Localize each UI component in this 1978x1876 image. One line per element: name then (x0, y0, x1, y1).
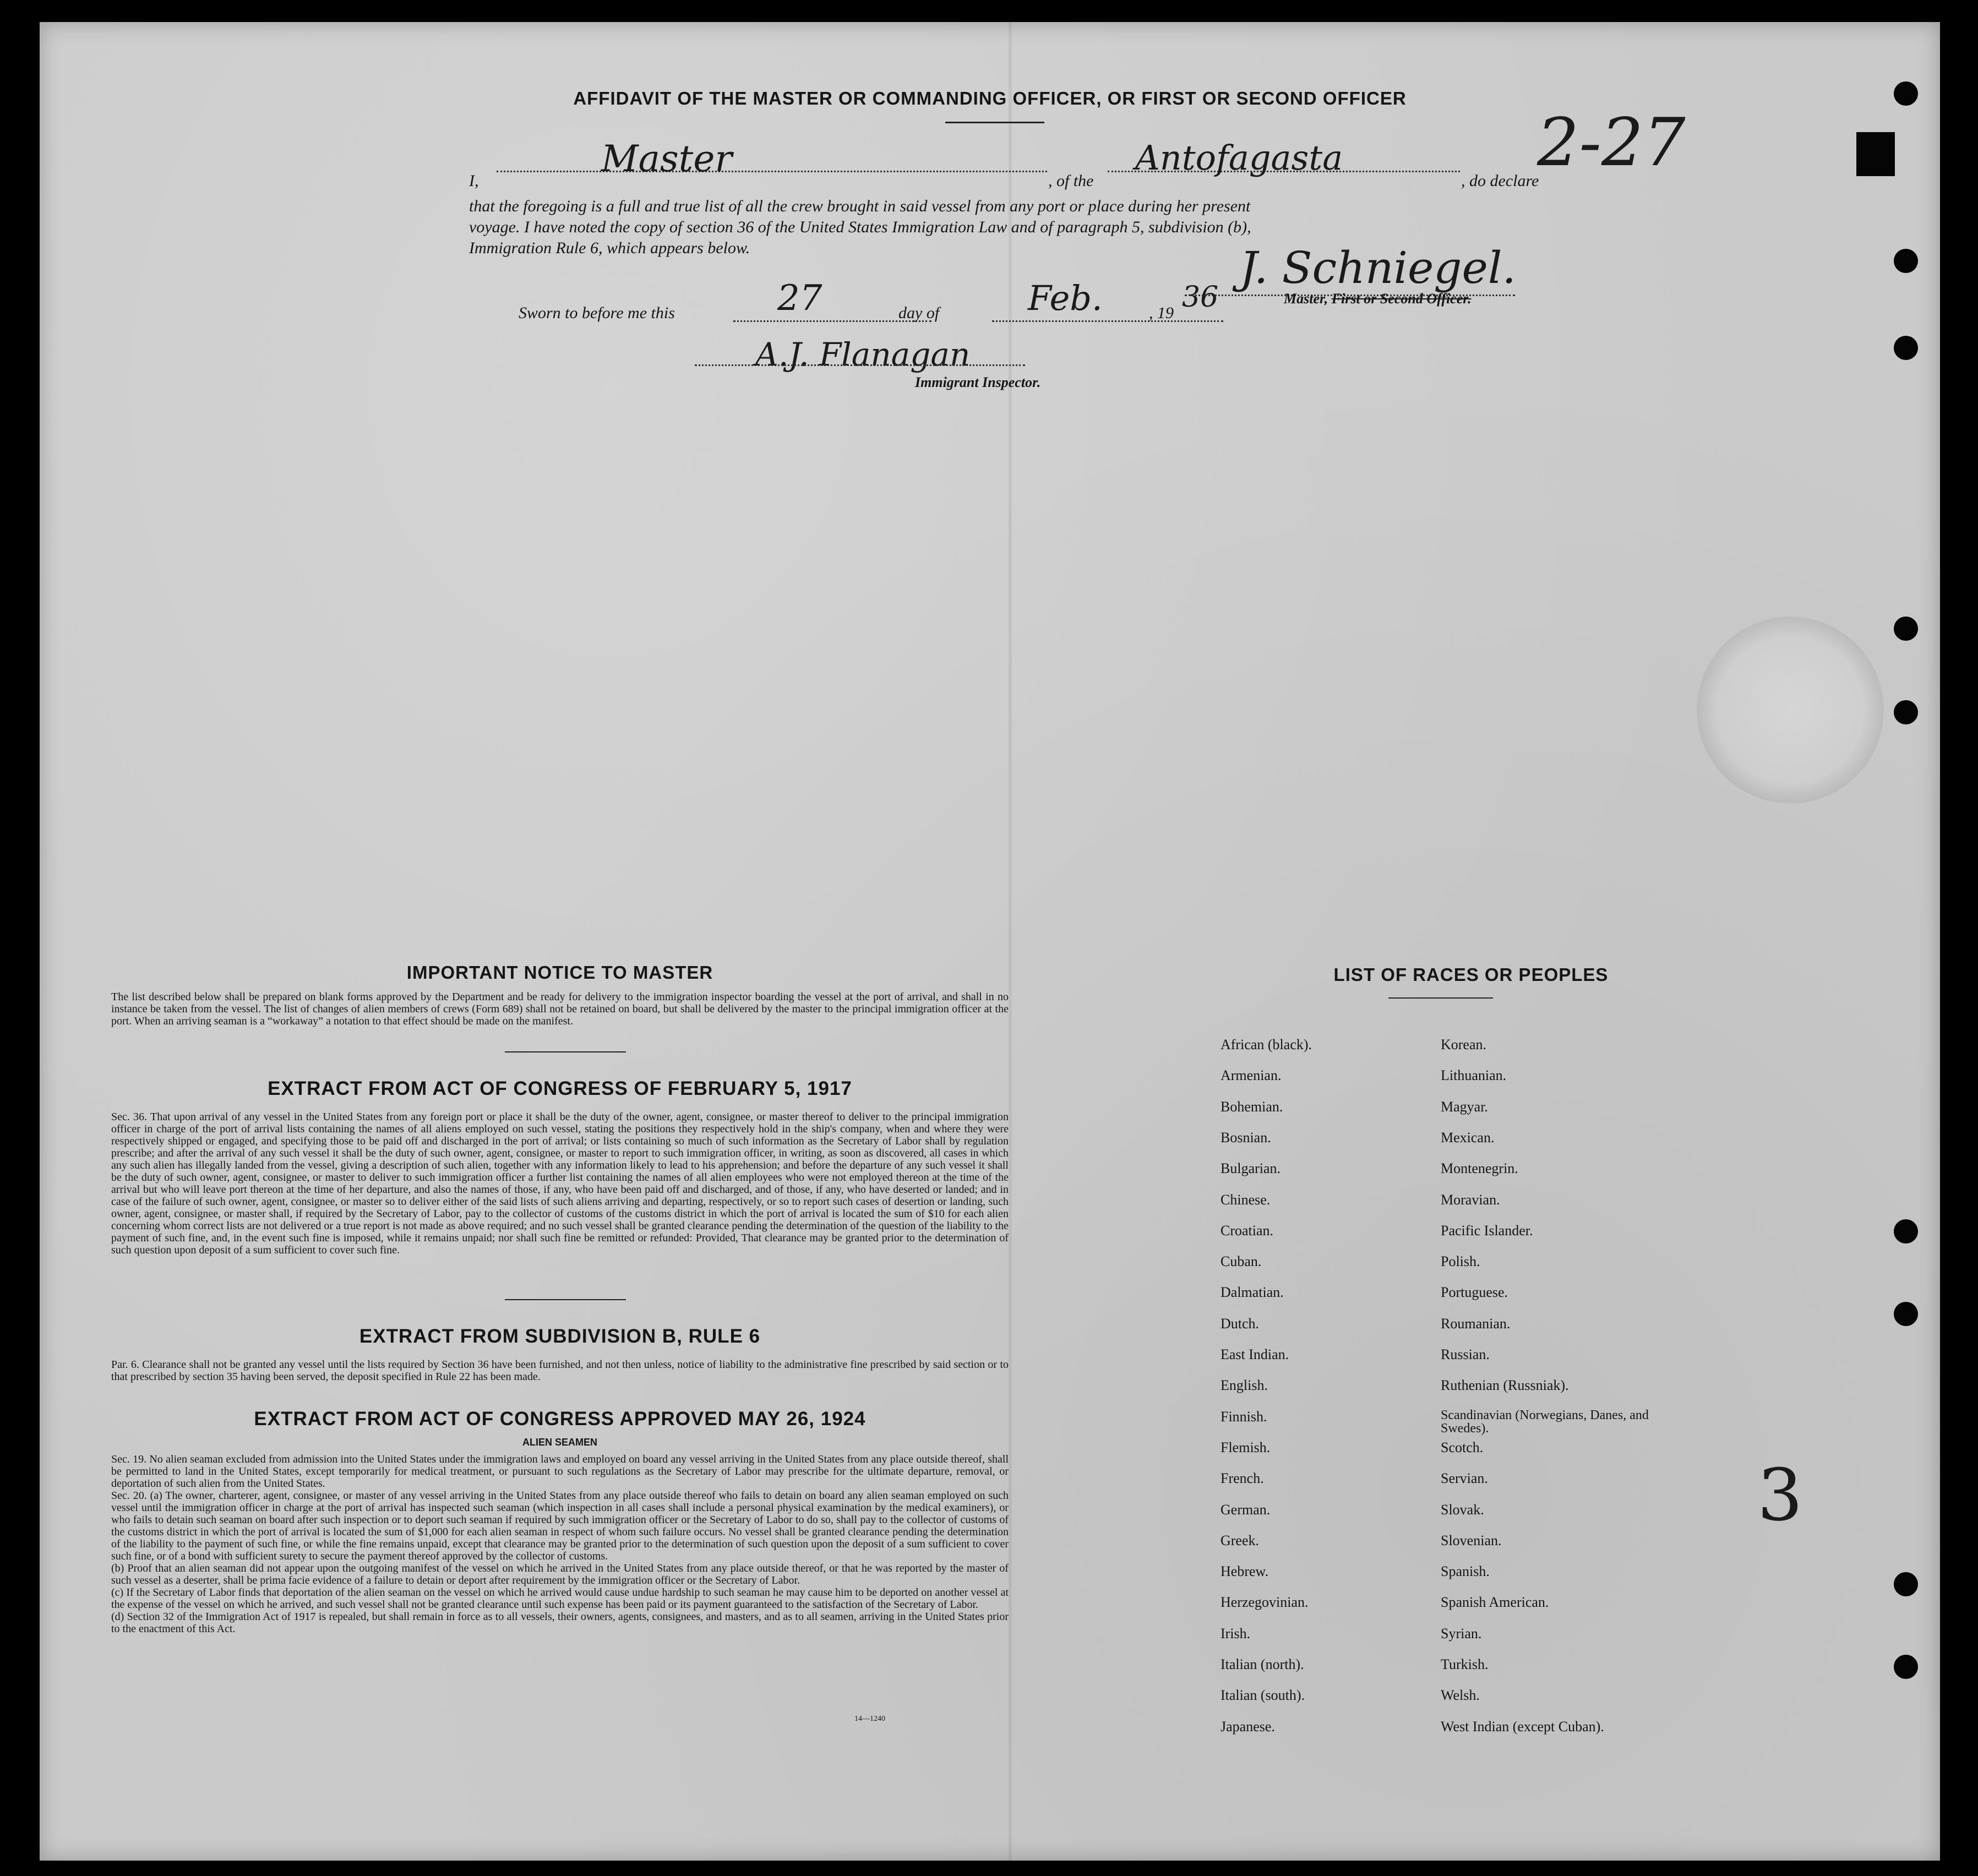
handwritten-vessel: Antofagasta (1135, 138, 1343, 178)
race-item: Scandinavian (Norwegians, Danes, and Swedes). (1441, 1408, 1649, 1436)
race-item: Dutch. (1220, 1315, 1260, 1332)
race-item: Bulgarian. (1220, 1160, 1281, 1177)
handwritten-day: 27 (777, 278, 822, 319)
race-item: Montenegrin. (1441, 1160, 1518, 1177)
race-item: Spanish. (1441, 1563, 1490, 1580)
master-signature: J. Schniegel. (1240, 242, 1516, 293)
year-prefix: , 19 (1149, 304, 1174, 322)
race-item: Dalmatian. (1220, 1284, 1284, 1301)
extract-1917-body: Sec. 36. That upon arrival of any vessel in the United States from any foreign port or place it shall be the duty of the owner, agent, consignee, or master thereof to deliver to the principal immigration officer in charge of the port of arrival lists containing the names of all aliens employed on such vessel, stating the positions they respectively hold in the ship's company, when and where they were respectively shipped or engaged, and specifying those to be paid off and discharged in the port of arrival; or lists containing so much of such information as the Secretary of Labor shall by regulation prescribe; and after the arrival of any such vessel it shall be the duty of such owner, agent, consignee, or master to report to such immigration officer, in writing, as soon as discovered, all cases in which any such alien has illegally landed from the vessel, giving a description of such alien, together with any information likely to lead to his apprehension; and before the departure of any such vessel it shall be the duty of such owner, agent, consignee, or master to deliver to such immigration officer a further list containing the names of all alien employees who were not employed thereon at the time of the arrival but who will leave port thereon at the time of her departure, and also the names of those, if any, who have been paid off and discharged, and of those, if any, who have deserted or landed; and in case of the failure of such owner, agent, consignee, or master so to deliver either of the said lists of such aliens arriving and departing, respectively, or so to report such cases of desertion or landing, such owner, agent, consignee, or master shall, if required by the Secretary of Labor, pay to the collector of customs of the customs district in which the port of arrival is located the sum of $10 for each alien concerning whom correct lists are not delivered or a true report is not made as above required; and no such vessel shall be granted clearance pending the determination of the question of the liability to the payment of such fine, and, in the event such fine is imposed, while it remains unpaid; nor shall such fine be remitted or refunded: Provided, That clearance may be granted prior to the determination of such question upon deposit of a sum sufficient to cover such fine. (111, 1111, 1009, 1256)
master-caption-struck: First or Second Officer. (1331, 291, 1472, 307)
race-item: Turkish. (1441, 1656, 1489, 1672)
race-item: Italian (north). (1220, 1656, 1304, 1672)
extract-1924-subtitle: ALIEN SEAMEN (522, 1437, 597, 1448)
edge-tear (1856, 132, 1895, 176)
race-item: Syrian. (1441, 1625, 1482, 1642)
race-item: West Indian (except Cuban). (1441, 1718, 1604, 1735)
do-declare-label: , do declare (1461, 172, 1539, 190)
divider (505, 1051, 626, 1052)
race-item: Armenian. (1220, 1067, 1282, 1084)
divider (945, 122, 1044, 123)
race-item: Greek. (1220, 1532, 1260, 1548)
declaration-line-2: voyage. I have noted the copy of section 36 of the United States Immigration Law and of paragraph 5, subdivision (b), (469, 218, 1251, 236)
punch-hole (1894, 1572, 1918, 1596)
of-the-label: , of the (1048, 172, 1094, 190)
divider (1388, 997, 1493, 999)
month-line (992, 320, 1223, 322)
paragraph: Sec. 19. No alien seaman excluded from admission into the United States under the immigration laws and employed on board any vessel arriving in the United States from any place outside thereof, shall be permitted to land in the United States, except temporarily for medical treatment, or pursuant to such regulations as the Secretary of Labor may prescribe for the ultimate departure, removal, or deportation of such alien from the United States. (111, 1453, 1009, 1490)
race-item: East Indian. (1220, 1346, 1289, 1362)
race-item: Korean. (1441, 1037, 1487, 1052)
punch-hole (1894, 700, 1918, 724)
race-item: Finnish. (1220, 1408, 1267, 1425)
race-item: Italian (south). (1220, 1687, 1305, 1704)
embossed-seal (1697, 617, 1884, 804)
race-item: Bohemian. (1220, 1098, 1283, 1115)
handwritten-master: Master (601, 138, 732, 180)
declaration-line-3: Immigration Rule 6, which appears below. (469, 239, 750, 257)
race-item: Hebrew. (1220, 1563, 1269, 1580)
punch-hole (1894, 336, 1918, 360)
race-item: Flemish. (1220, 1439, 1271, 1455)
race-item: Japanese. (1220, 1718, 1275, 1735)
punch-hole (1894, 617, 1918, 641)
race-item: Mexican. (1441, 1129, 1495, 1146)
paragraph: Sec. 20. (a) The owner, charterer, agent, consignee, or master of any vessel arriving in the United States from any place outside thereof who fails to detain on board any alien seaman employed on such vessel until the immigration officer in charge at the port of arrival has inspected such seaman (which inspection in all cases shall include a personal physical examination by the medical examiners), or who fails to detain such seaman on board after such inspection or to deport such seaman if required by such immigration officer or the Secretary of Labor to do so, shall pay to the collector of customs of the customs district in which the port of arrival is located the sum of $1,000 for each alien seaman in respect of whom such failure occurs. No vessel shall be granted clearance pending the determination of the liability to the payment of such fine, or while the fine remains unpaid, except that clearance may be granted prior to the determination of such question upon the deposit of a sum sufficient to cover such fine, or of a bond with sufficient surety to secure the payment thereof approved by the collector of customs. (111, 1490, 1009, 1562)
race-item: Ruthenian (Russniak). (1441, 1377, 1569, 1394)
races-title: LIST OF RACES OR PEOPLES (1333, 964, 1609, 985)
race-item: Slovenian. (1441, 1532, 1502, 1548)
page-fold (1009, 22, 1012, 1861)
punch-hole (1894, 1219, 1918, 1244)
day-of-label: day of (898, 304, 940, 322)
race-item: Moravian. (1441, 1191, 1500, 1208)
inspector-signature: A.J. Flanagan (755, 336, 971, 373)
extract-1917-title: EXTRACT FROM ACT OF CONGRESS OF FEBRUARY 5, 1917 (268, 1078, 852, 1099)
race-item: German. (1220, 1501, 1271, 1518)
notice-body: The list described below shall be prepared on blank forms approved by the Department and be ready for delivery to the immigration inspector boarding the vessel at the port of arrival, and shall in no instance be taken from the vessel. The list of changes of alien members of crews (Form 689) shall not be retained on board, but shall be delivered by the master to the principal immigration officer at the port. When an arriving seaman is a “workaway” a notation to that effect should be made on the manifest. (111, 991, 1009, 1027)
page-mark: 3 (1757, 1453, 1803, 1537)
form-number: 14—1240 (854, 1715, 885, 1723)
race-item: French. (1220, 1470, 1264, 1487)
handwritten-month: Feb. (1028, 278, 1103, 318)
punch-hole (1894, 1655, 1918, 1679)
affidavit-title: AFFIDAVIT OF THE MASTER OR COMMANDING OFFICER, OR FIRST OR SECOND OFFICER (573, 88, 1407, 108)
master-caption (1284, 291, 1471, 307)
paragraph: (b) Proof that an alien seaman did not appear upon the outgoing manifest of the vessel on which he arrived in the United States from any place outside thereof, or that he was reported by the master of such vessel as a deserter, shall be prima facie evidence of a failure to detain or deport after requirement by the immigration officer or the Secretary of Labor. (111, 1562, 1009, 1586)
paragraph: (d) Section 32 of the Immigration Act of 1917 is repealed, but shall remain in force as to all vessels, their owners, agents, consignees, and masters, and as to all seamen, arriving in the United States prior to the enactment of this Act. (111, 1611, 1009, 1635)
inspector-line (695, 364, 1025, 366)
race-item: Cuban. (1220, 1253, 1262, 1270)
master-caption-master: Master, (1284, 291, 1328, 307)
sworn-label: Sworn to before me this (519, 304, 675, 322)
notice-title: IMPORTANT NOTICE TO MASTER (406, 962, 713, 983)
race-item: Chinese. (1220, 1191, 1271, 1208)
race-item: Roumanian. (1441, 1315, 1511, 1332)
race-item: Irish. (1220, 1625, 1251, 1642)
punch-hole (1894, 81, 1918, 106)
race-item: Polish. (1441, 1253, 1480, 1270)
race-item: Herzegovinian. (1220, 1594, 1309, 1611)
race-item: Pacific Islander. (1441, 1222, 1533, 1239)
handwritten-year: 36 (1182, 281, 1219, 314)
extract-1924-body (111, 1453, 1009, 1635)
race-item: English. (1220, 1377, 1268, 1394)
race-item: African (black). (1220, 1037, 1312, 1052)
race-item: Bosnian. (1220, 1129, 1271, 1146)
punch-hole (1894, 1302, 1918, 1326)
name-line (497, 171, 1047, 172)
race-item: Servian. (1441, 1470, 1488, 1487)
extract-rule6-title: EXTRACT FROM SUBDIVISION B, RULE 6 (359, 1326, 761, 1347)
extract-rule6-body: Par. 6. Clearance shall not be granted any vessel until the lists required by Section 36 have been furnished, and not then unless, notice of liability to the administrative fine prescribed by said section or to that prescribed by section 35 having been served, the deposit specified in Rule 22 has been made. (111, 1359, 1009, 1383)
race-item: Slovak. (1441, 1501, 1484, 1518)
extract-1924-title: EXTRACT FROM ACT OF CONGRESS APPROVED MAY 26, 1924 (254, 1408, 866, 1430)
race-item: Russian. (1441, 1346, 1490, 1362)
race-item: Croatian. (1220, 1222, 1274, 1239)
paragraph: (c) If the Secretary of Labor finds that deportation of the alien seaman on the vessel on which he arrived would cause undue hardship to such seaman he may cause him to be deported on another vessel at the expense of the vessel on which he arrived, and such vessel shall not be granted clearance until such expense has been paid or its payment guaranteed to the satisfaction of the Secretary of Labor. (111, 1586, 1009, 1611)
race-item: Magyar. (1441, 1098, 1488, 1115)
declaration-line-1: that the foregoing is a full and true list of all the crew brought in said vessel from any port or place during her present (469, 197, 1251, 215)
race-item: Welsh. (1441, 1687, 1480, 1704)
inspector-caption: Immigrant Inspector. (915, 374, 1041, 390)
i-label: I, (469, 172, 479, 190)
margin-number: 2-27 (1537, 105, 1686, 181)
document-page (40, 22, 1940, 1861)
race-item: Spanish American. (1441, 1594, 1549, 1611)
race-item: Scotch. (1441, 1439, 1484, 1455)
race-item: Lithuanian. (1441, 1067, 1507, 1084)
race-item: Portuguese. (1441, 1284, 1508, 1301)
divider (505, 1299, 626, 1300)
punch-hole (1894, 249, 1918, 273)
